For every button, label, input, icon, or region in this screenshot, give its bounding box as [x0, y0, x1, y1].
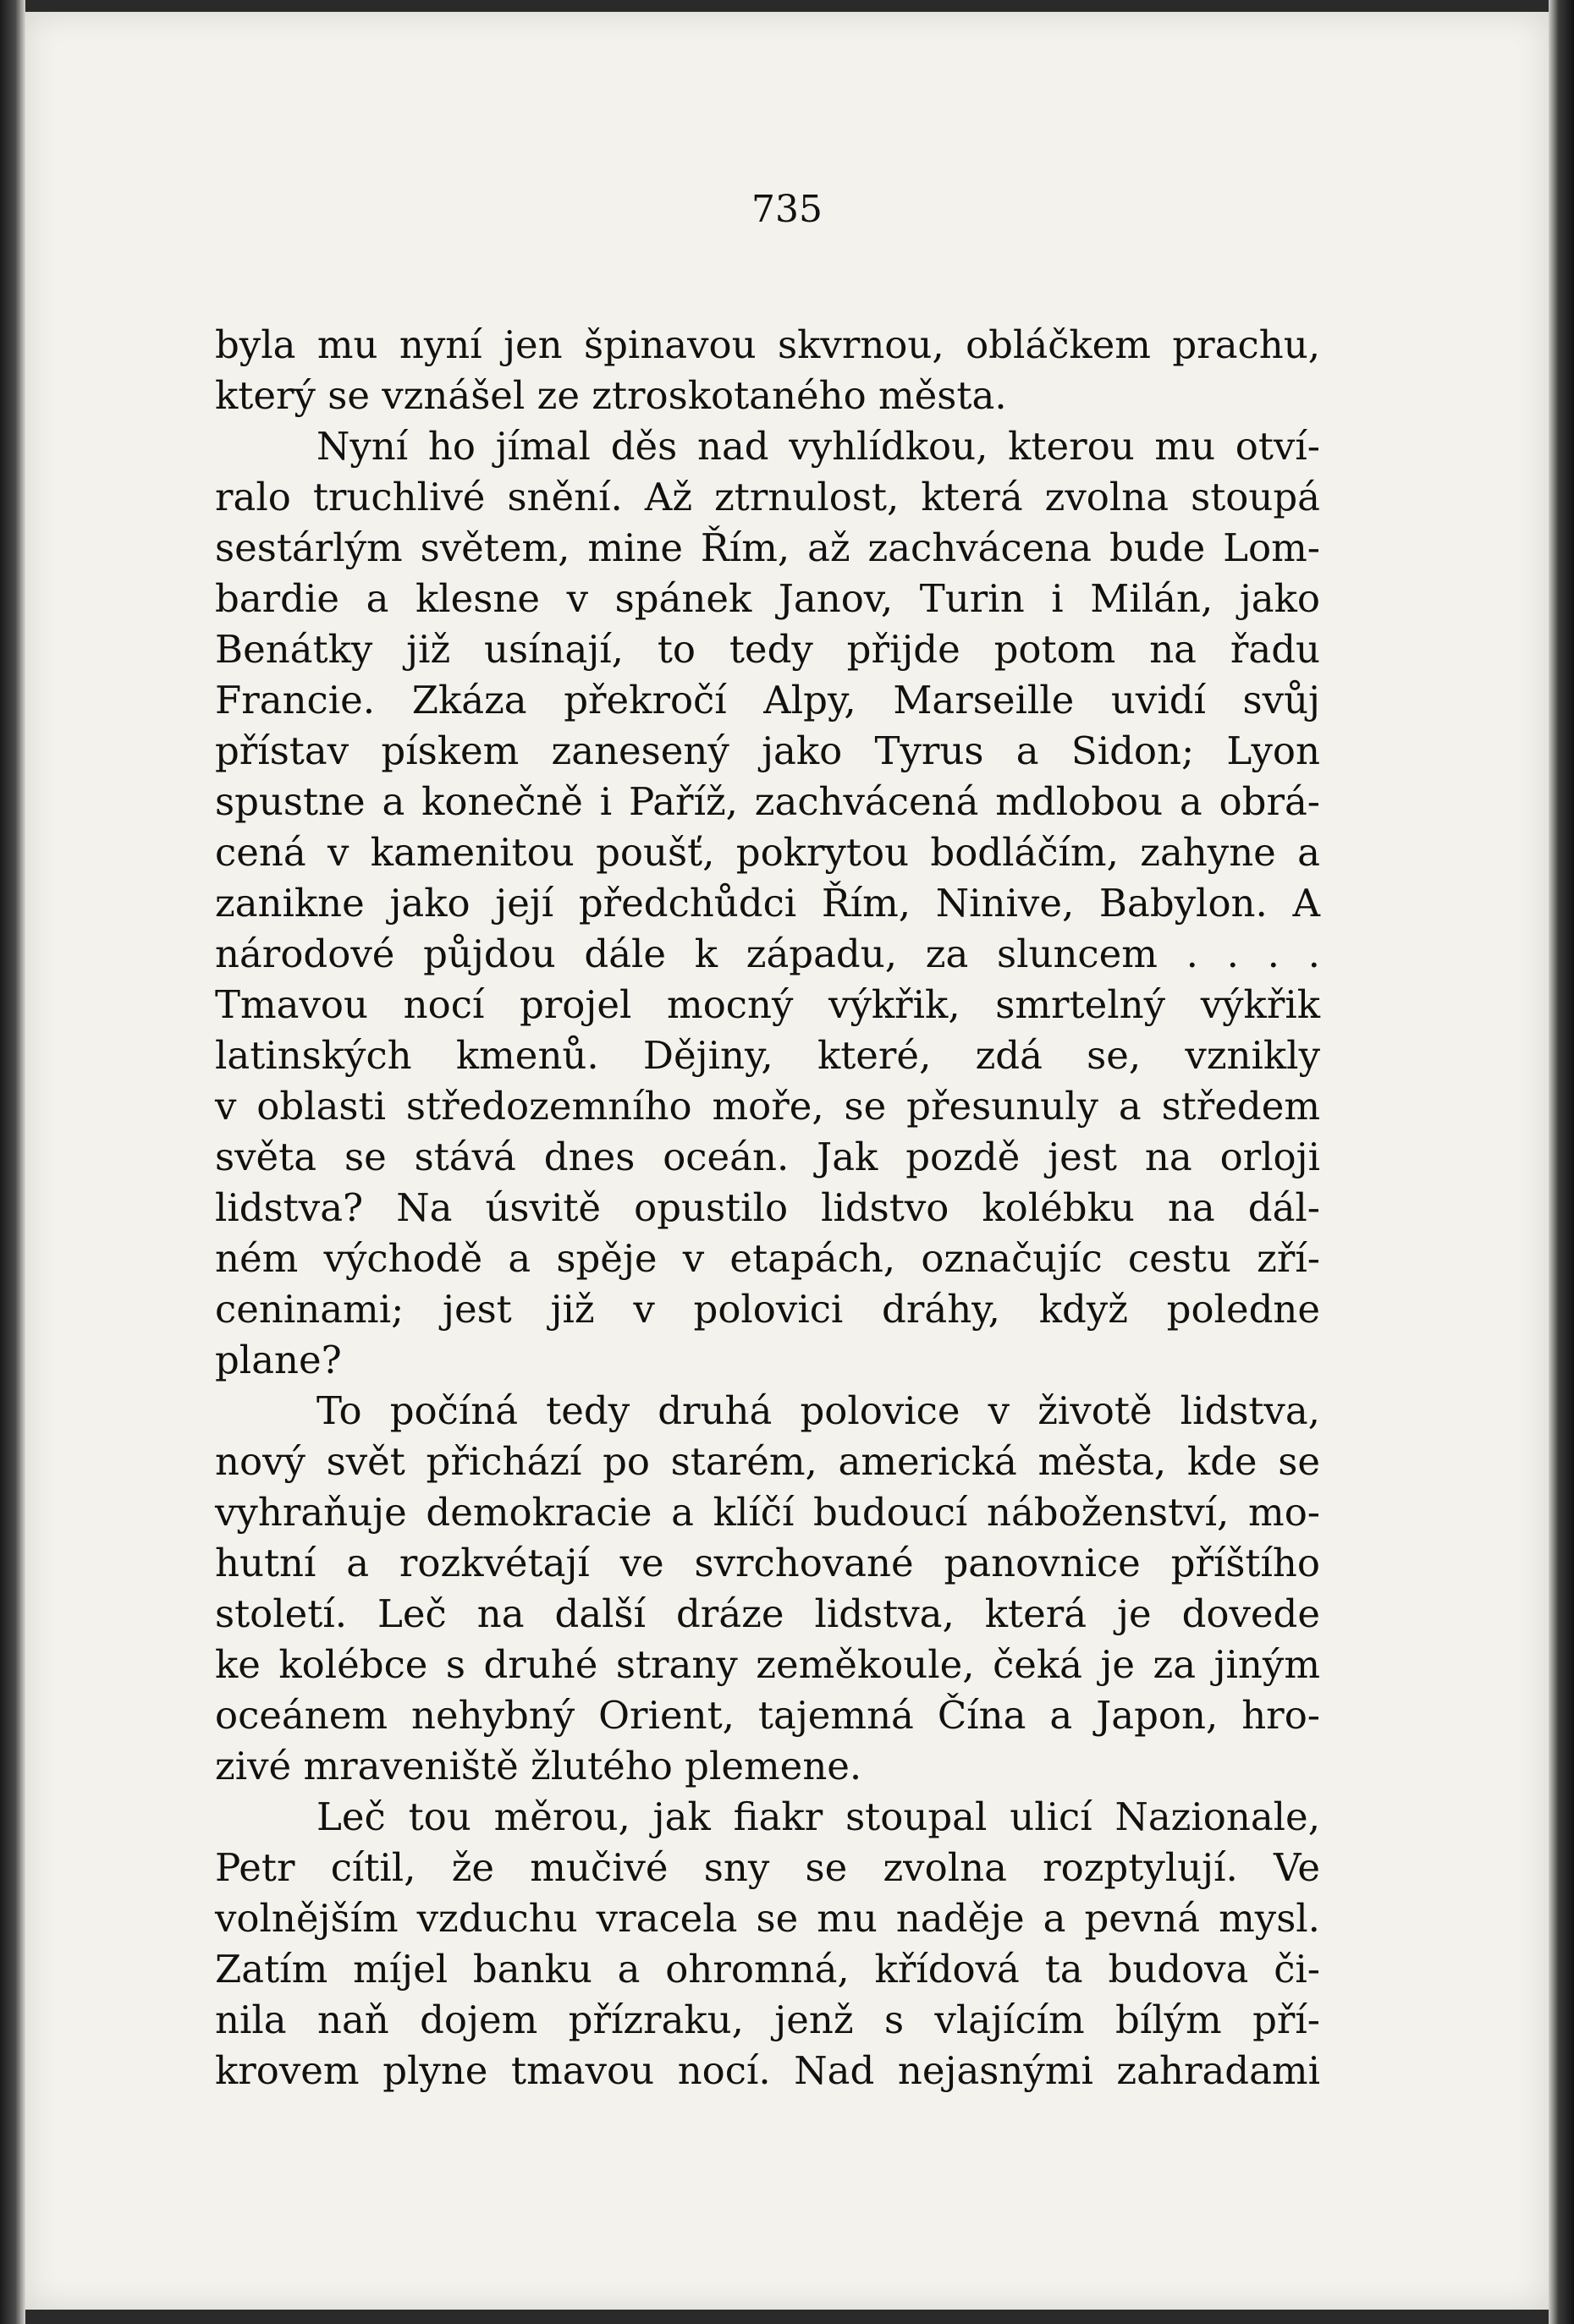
text-line: Zatím míjel banku a ohromná, křídová ta budova či-	[215, 1947, 1320, 1992]
text-line: v oblasti středozemního moře, se přesunuly a středem	[215, 1084, 1320, 1129]
text-line: vyhraňuje demokracie a klíčí budoucí náboženství, mo-	[215, 1490, 1320, 1535]
text-line: sestárlým světem, mine Řím, až zachvácena bude Lom-	[215, 525, 1320, 570]
text-line: krovem plyne tmavou nocí. Nad nejasnými zahradami	[215, 2048, 1320, 2093]
text-line: Francie. Zkáza překročí Alpy, Marseille uvidí svůj	[215, 678, 1320, 722]
text-line: byla mu nyní jen špinavou skvrnou, obláčkem prachu,	[215, 322, 1320, 367]
text-line: nový svět přichází po starém, americká města, kde se	[215, 1439, 1320, 1484]
text-line: ceninami; jest již v polovici dráhy, když poledne	[215, 1287, 1320, 1332]
text-line: národové půjdou dále k západu, za sluncem . . . .	[215, 931, 1320, 976]
text-line: Petr cítil, že mučivé sny se zvolna rozptylují. Ve	[215, 1845, 1320, 1890]
text-line: zivé mraveniště žlutého plemene.	[215, 1744, 862, 1788]
text-line: Leč tou měrou, jak fiakr stoupal ulicí Nazionale,	[316, 1794, 1320, 1839]
text-line: oceánem nehybný Orient, tajemná Čína a Japon, hro-	[215, 1693, 1320, 1738]
text-line: Nyní ho jímal děs nad vyhlídkou, kterou mu otví-	[316, 424, 1320, 469]
book-binding-left	[0, 0, 25, 2324]
text-line: Tmavou nocí projel mocný výkřik, smrtelný výkřik	[215, 982, 1320, 1027]
text-line: lidstva? Na úsvitě opustilo lidstvo kolébku na dál-	[215, 1185, 1320, 1230]
page-number: 735	[751, 188, 823, 231]
text-line: Benátky již usínají, to tedy přijde potom na řadu	[215, 627, 1320, 672]
text-line: ralo truchlivé snění. Až ztrnulost, která zvolna stoupá	[215, 475, 1320, 519]
text-line: To počíná tedy druhá polovice v životě lidstva,	[316, 1388, 1320, 1433]
text-line: latinských kmenů. Dějiny, které, zdá se, vznikly	[215, 1033, 1320, 1078]
text-line: zanikne jako její předchůdci Řím, Ninive, Babylon. A	[215, 881, 1320, 926]
text-line: plane?	[215, 1338, 342, 1382]
text-line: přístav pískem zanesený jako Tyrus a Sidon; Lyon	[215, 728, 1320, 773]
text-line: spustne a konečně i Paříž, zachvácená mdlobou a obrá-	[215, 779, 1320, 824]
text-line: století. Leč na další dráze lidstva, která je dovede	[215, 1591, 1320, 1636]
text-line: světa se stává dnes oceán. Jak pozdě jest na orloji	[215, 1135, 1320, 1179]
text-line: bardie a klesne v spánek Janov, Turin i Milán, jako	[215, 576, 1320, 621]
book-edge-right	[1549, 0, 1574, 2324]
text-line: hutní a rozkvétají ve svrchované panovnice příštího	[215, 1541, 1320, 1585]
text-line: cená v kamenitou poušť, pokrytou bodláčím, zahyne a	[215, 830, 1320, 875]
body-text	[215, 320, 1320, 2096]
text-line: který se vznášel ze ztroskotaného města.	[215, 373, 1007, 418]
text-line: ke kolébce s druhé strany zeměkoule, čeká je za jiným	[215, 1642, 1320, 1687]
text-line: volnějším vzduchu vracela se mu naděje a pevná mysl.	[215, 1896, 1320, 1941]
text-line: ném východě a spěje v etapách, označujíc cestu zří-	[215, 1236, 1320, 1281]
text-line: nila naň dojem přízraku, jenž s vlajícím bílým pří-	[215, 1997, 1320, 2042]
